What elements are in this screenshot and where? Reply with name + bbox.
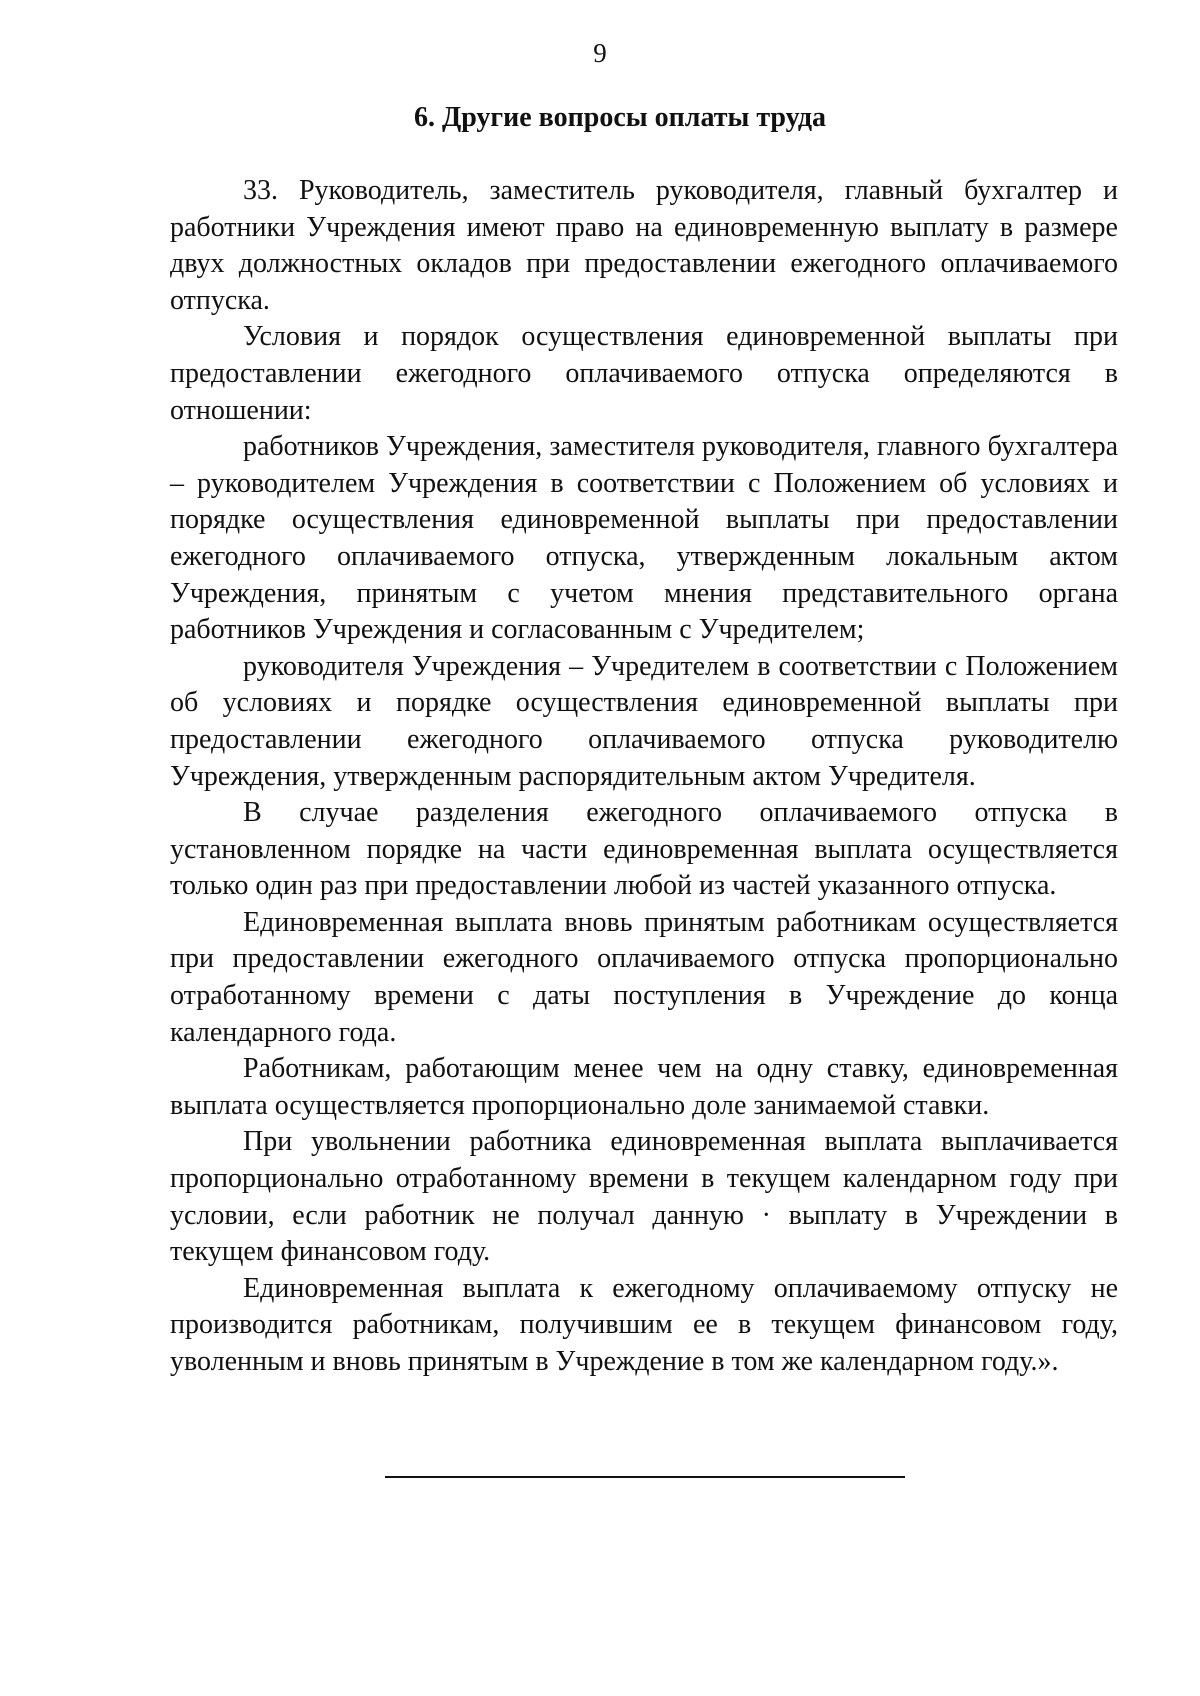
page-number: 9 — [593, 38, 607, 68]
paragraph-leave-split: В случае разделения ежегодного оплачиваемого отпуска в установленном порядке на части единовременная выплата осуществляется только один раз при предоставлении любой из частей указанного отпуска. — [170, 797, 1118, 902]
paragraph-part-time: Работникам, работающим менее чем на одну ставку, единовременная выплата осуществляется пропорционально доле занимаемой ставки. — [170, 1053, 1118, 1121]
paragraph-dismissal: При увольнении работника единовременная выплата выплачивается пропорционально отработанному времени в текущем календарном году при условии, если работник не получал данную · выплату в Учреждении в текущем финансовом году. — [170, 1126, 1118, 1268]
paragraph-new-employees: Единовременная выплата вновь принятым работникам осуществляется при предоставлении ежегодного оплачиваемого отпуска пропорционально отработанному времени с даты поступления в Учреждение до конца календарного года. — [170, 906, 1118, 1048]
section-heading: 6. Другие вопросы оплаты труда — [413, 102, 827, 133]
end-divider-line — [385, 1476, 905, 1478]
paragraph-clause-33: 33. Руководитель, заместитель руководителя, главный бухгалтер и работники Учреждения имеют право на единовременную выплату в размере двух должностных окладов при предоставлении ежегодного оплачиваемого отпуска. — [170, 175, 1118, 316]
paragraph-not-paid: Единовременная выплата к ежегодному оплачиваемому отпуску не производится работникам, получившим ее в текущем финансовом году, уволенным и вновь принятым в Учреждение в том же календарном году.». — [170, 1272, 1118, 1377]
paragraph-head-of-institution: руководителя Учреждения – Учредителем в соответствии с Положением об условиях и порядке осуществления единовременной выплаты при предоставлении ежегодного оплачиваемого отпуска руководителю Учреждения, утвержденным распорядительным актом Учредителя. — [170, 650, 1118, 792]
paragraph-payment-conditions: Условия и порядок осуществления единовременной выплаты при предоставлении ежегодного оплачиваемого отпуска определяются в отношении: — [170, 321, 1118, 426]
document-body — [170, 173, 1118, 1381]
paragraph-employees-deputy-accountant: работников Учреждения, заместителя руководителя, главного бухгалтера – руководителем Учреждения в соответствии с Положением об условиях и порядке осуществления единовременной выплаты при предоставлении ежегодного оплачиваемого отпуска, утвержденным локальным актом Учреждения, принятым с учетом мнения представительного органа работников Учреждения и согласованным с Учредителем; — [170, 431, 1118, 646]
